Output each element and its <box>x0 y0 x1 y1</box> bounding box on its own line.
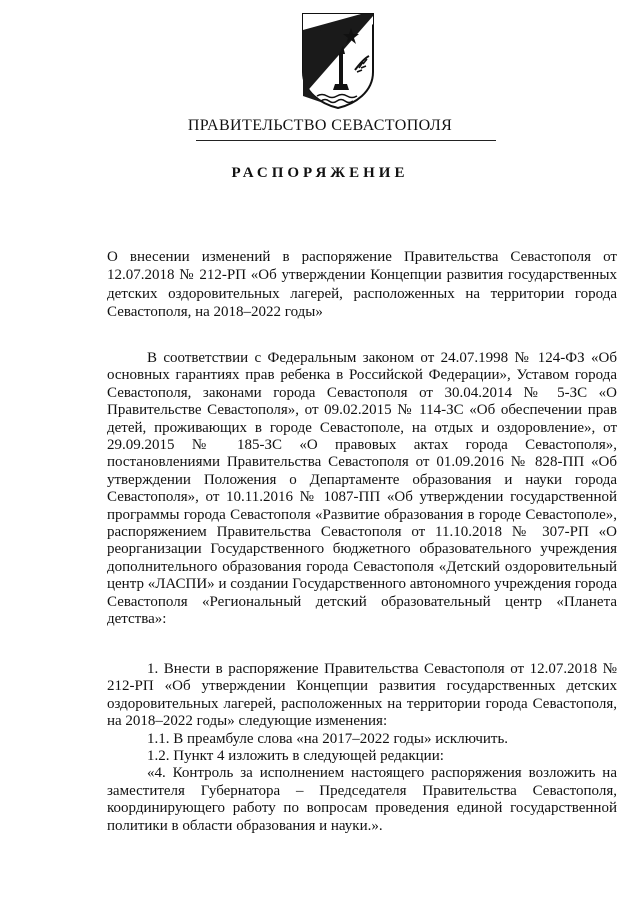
coat-of-arms-icon <box>299 10 377 110</box>
item-1: 1. Внести в распоряжение Правительства Севастополя от 12.07.2018 № 212-РП «Об утверждении Концепции развития государственных детских оздоровительных лагерей, расположенных на территории города Севастополя, на 2018–2022 годы» следующие изменения: <box>107 661 617 730</box>
item-1-2-text: «4. Контроль за исполнением настоящего распоряжения возложить на заместителя Губернатора – Председателя Правительства Севастополя, координирующего работу по вопросам проведения единой государственной политики в области образования и науки.». <box>107 765 617 834</box>
preamble-section <box>107 350 617 629</box>
item-1-1: 1.1. В преамбуле слова «на 2017–2022 годы» исключить. <box>147 730 509 747</box>
operative-section <box>107 661 617 835</box>
header-divider <box>196 140 496 141</box>
item-1-2: 1.2. Пункт 4 изложить в следующей редакции: <box>147 748 444 765</box>
document-title: О внесении изменений в распоряжение Правительства Севастополя от 12.07.2018 № 212-РП «Об утверждении Концепции развития государственных детских оздоровительных лагерей, расположенных на территории города Севастополя, на 2018–2022 годы» <box>107 249 617 320</box>
preamble-paragraph: В соответствии с Федеральным законом от 24.07.1998 № 124-ФЗ «Об основных гарантиях прав ребенка в Российской Федерации», Уставом города Севастополя, законами города Севастополя от 30.04.2014 № 5-ЗС «О Правительстве Севастополя», от 09.02.2015 № 114-ЗС «Об обеспечении прав детей, проживающих в городе Севастополе, на отдых и оздоровление», от 29.09.2015 № 185-ЗС «О правовых актах города Севастополя», постановлениями Правительства Севастополя от 01.09.2016 № 828-ПП «Об утверждении Положения о Департаменте образования и науки города Севастополя», от 10.11.2016 № 1087-ПП «Об утверждении государственной программы города Севастополя «Развитие образования в городе Севастополе», распоряжением Правительства Севастополя от 11.10.2018 № 307-РП «О реорганизации Государственного бюджетного образовательного учреждения дополнительного образования города Севастополя «Детский оздоровительный центр «ЛАСПИ» и создании Государственного автономного учреждения города Севастополя «Региональный детский образовательный центр «Планета детства»: <box>107 350 617 628</box>
document-type-heading: РАСПОРЯЖЕНИЕ <box>231 165 409 181</box>
organization-name: ПРАВИТЕЛЬСТВО СЕВАСТОПОЛЯ <box>187 117 453 134</box>
